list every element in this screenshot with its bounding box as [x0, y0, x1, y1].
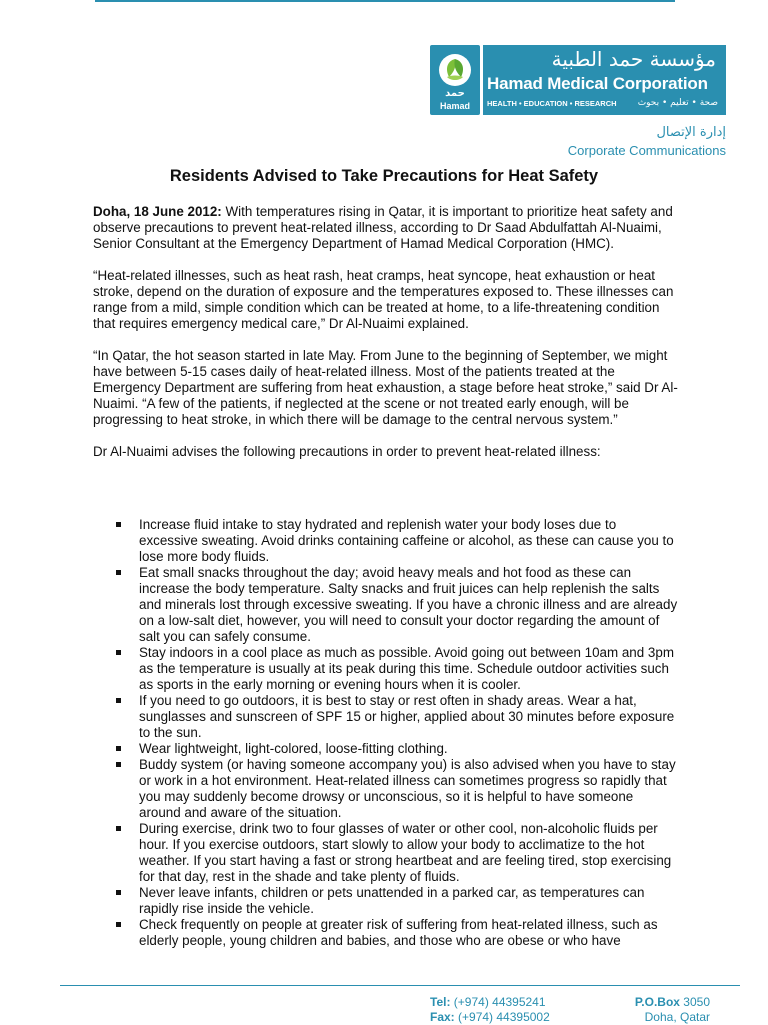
tel-value: (+974) 44395241 — [450, 995, 546, 1009]
list-item-text: Check frequently on people at greater risk of suffering from heat-related illness, such as elderly people, young children and babies, and those who are obese or who have — [139, 917, 658, 948]
paragraph-text: “In Qatar, the hot season started in late May. From June to the beginning of September, we might have between 5-15 cases daily of heat-related illness. Most of the patients treated at the Emergency Department are suffering from heat exhaustion, a stage before heat stroke,” said Dr Al-Nuaimi. “A few of the patients, if neglected at the scene or not treated early enough, will be progressing to heat stroke, in which there will be damage to the central nervous system.” — [93, 348, 678, 427]
bullet-icon — [116, 698, 121, 703]
paragraph-intro-list — [93, 444, 678, 460]
footer-divider — [60, 985, 740, 986]
list-item-text: Buddy system (or having someone accompany you) is also advised when you have to stay or work in a hot environment. Heat-related illness can sometimes progress so rapidly that you may suddenly become drowsy or unconscious, so it is helpful to have someone around and aware of the situation. — [139, 757, 676, 820]
leaves-icon — [435, 51, 475, 89]
list-item-text: Stay indoors in a cool place as much as possible. Avoid going out between 10am and 3pm as the temperature is usually at its peak during this time. Schedule outdoor activities such as sports in the early morning or evening hours when it is cooler. — [139, 645, 674, 692]
list-item — [93, 693, 678, 741]
bullet-icon — [116, 826, 121, 831]
bullet-icon — [116, 746, 121, 751]
logo-emblem-arabic: حمد — [445, 88, 465, 99]
bullet-icon — [116, 650, 121, 655]
list-item-text: If you need to go outdoors, it is best to stay or rest often in shady areas. Wear a hat, sunglasses and sunscreen of SPF 15 or higher, applied about 30 minutes before exposure to the sun. — [139, 693, 675, 740]
pobox-label: P.O.Box — [634, 995, 680, 1009]
dateline: Doha, 18 June 2012: — [93, 204, 222, 219]
logo-name-arabic: مؤسسة حمد الطبية — [551, 47, 716, 71]
logo-name-band — [483, 45, 726, 115]
tel-label: Tel: — [430, 995, 451, 1009]
paragraph-text: Dr Al-Nuaimi advises the following precautions in order to prevent heat-related illness: — [93, 444, 601, 459]
list-item — [93, 821, 678, 885]
logo-name-english: Hamad Medical Corporation — [487, 74, 708, 93]
list-item — [93, 757, 678, 821]
bullet-icon — [116, 522, 121, 527]
logo-emblem — [430, 45, 480, 115]
department-english: Corporate Communications — [567, 143, 726, 158]
footer-pobox — [635, 995, 710, 1010]
paragraph-text: “Heat-related illnesses, such as heat rash, heat cramps, heat syncope, heat exhaustion or heat stroke, depend on the duration of exposure and the temperatures exposed to. These illnesses can range from a mild, simple condition which can be treated at home, to a life-threatening condition that requires emergency medical care,” Dr Al-Nuaimi explained. — [93, 268, 674, 331]
footer-city: Doha, Qatar — [644, 1010, 710, 1024]
top-divider — [95, 0, 675, 2]
paragraph-dateline — [93, 204, 678, 252]
list-item — [93, 645, 678, 693]
logo-tagline-english: HEALTH • EDUCATION • RESEARCH — [487, 99, 617, 108]
logo-tagline-arabic: صحة • تعليم • بحوث — [637, 98, 718, 108]
list-item-text: Never leave infants, children or pets unattended in a parked car, as temperatures can rapidly rise inside the vehicle. — [139, 885, 645, 916]
department-arabic: إدارة الإتصال — [656, 125, 726, 140]
precautions-list — [93, 517, 678, 949]
list-item-text: Increase fluid intake to stay hydrated and replenish water your body loses due to excessive sweating. Avoid drinks containing caffeine or alcohol, as these can cause you to lose more body fluids. — [139, 517, 674, 564]
list-item — [93, 741, 678, 757]
list-item — [93, 917, 678, 949]
fax-value: (+974) 44395002 — [454, 1010, 550, 1024]
footer-address — [635, 995, 710, 1025]
footer-contact — [430, 995, 550, 1025]
paragraph-quote-2 — [93, 348, 678, 428]
list-item-text: Wear lightweight, light-colored, loose-fitting clothing. — [139, 741, 448, 756]
article-body — [93, 204, 678, 476]
logo-emblem-english: Hamad — [439, 101, 470, 111]
fax-label: Fax: — [430, 1010, 455, 1024]
paragraph-quote-1 — [93, 268, 678, 332]
press-release-headline: Residents Advised to Take Precautions for Heat Safety — [169, 167, 599, 185]
bullet-icon — [116, 890, 121, 895]
list-item-text: Eat small snacks throughout the day; avoid heavy meals and hot food as these can increase the body temperature. Salty snacks and fruit juices can help replenish the salts and minerals lost through excessive sweating. If you have a chronic illness and are already on a low-salt diet, however, you will need to consult your doctor regarding the amount of salt you can safely consume. — [139, 565, 678, 644]
pobox-value: 3050 — [679, 995, 710, 1009]
hmc-logo — [430, 45, 726, 115]
list-item-text: During exercise, drink two to four glasses of water or other cool, non-alcoholic fluids per hour. If you exercise outdoors, start slowly to allow your body to acclimatize to the hot weather. If you start having a fast or strong heartbeat and are feeling tired, stop exercising for that day, rest in the shade and take plenty of fluids. — [139, 821, 672, 884]
bullet-icon — [116, 570, 121, 575]
footer-fax — [430, 1010, 550, 1025]
footer-tel — [430, 995, 550, 1010]
list-item — [93, 885, 678, 917]
list-item — [93, 517, 678, 565]
list-item — [93, 565, 678, 645]
paragraph-text: With temperatures rising in Qatar, it is important to prioritize heat safety and observe precautions to prevent heat-related illness, according to Dr Saad Abdulfattah Al-Nuaimi, Senior Consultant at the Emergency Department of Hamad Medical Corporation (HMC). — [93, 204, 673, 251]
bullet-icon — [116, 762, 121, 767]
bullet-icon — [116, 922, 121, 927]
